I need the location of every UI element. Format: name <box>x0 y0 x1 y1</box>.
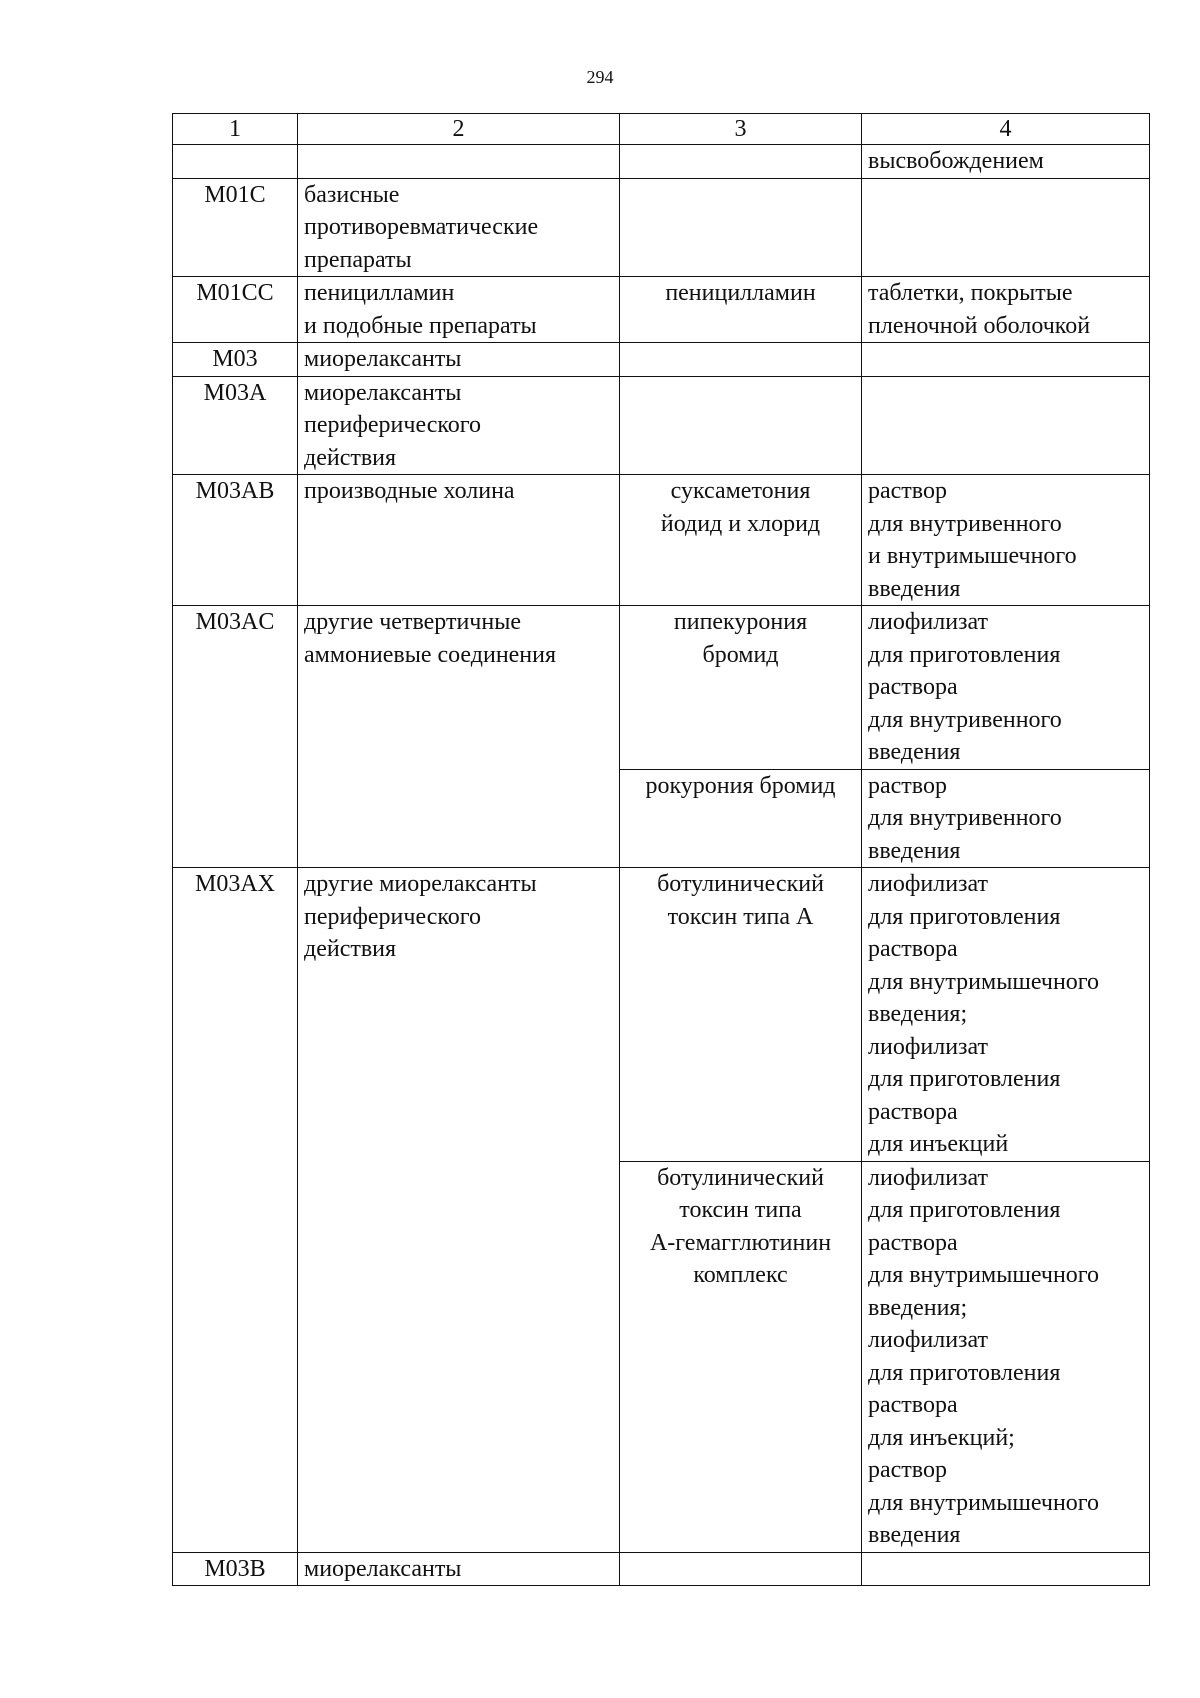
substance-cell: рокурония бромид <box>620 769 862 868</box>
table-row <box>173 343 1150 377</box>
dosage-form-cell <box>862 178 1150 277</box>
substance-cell <box>620 145 862 179</box>
group-name-cell: производные холина <box>298 475 620 606</box>
table-row <box>173 1552 1150 1586</box>
table-row <box>173 145 1150 179</box>
header-cell-4: 4 <box>862 114 1150 145</box>
group-name-cell: другие четвертичные аммониевые соединения <box>298 606 620 868</box>
dosage-form-cell: лиофилизат для приготовления раствора для внутривенного введения <box>862 606 1150 770</box>
atc-code-cell: M03B <box>173 1552 298 1586</box>
atc-code-cell: M01CC <box>173 277 298 343</box>
table-row <box>173 475 1150 606</box>
substance-cell: ботулинический токсин типа А <box>620 868 862 1162</box>
table-row <box>173 868 1150 1162</box>
table-body <box>173 145 1150 1586</box>
atc-code-cell: M03A <box>173 376 298 475</box>
table-header <box>173 114 1150 145</box>
group-name-cell: миорелаксанты периферического действия <box>298 376 620 475</box>
drug-table <box>172 113 1150 1586</box>
atc-code-cell: M03AX <box>173 868 298 1553</box>
substance-cell: пипекурония бромид <box>620 606 862 770</box>
dosage-form-cell: лиофилизат для приготовления раствора для внутримышечного введения; лиофилизат для приготовления раствора для инъекций <box>862 868 1150 1162</box>
group-name-cell: другие миорелаксанты периферического действия <box>298 868 620 1553</box>
substance-cell <box>620 178 862 277</box>
atc-code-cell: M01C <box>173 178 298 277</box>
substance-cell: пеницилламин <box>620 277 862 343</box>
substance-cell <box>620 376 862 475</box>
dosage-form-cell <box>862 343 1150 377</box>
header-cell-2: 2 <box>298 114 620 145</box>
header-row <box>173 114 1150 145</box>
group-name-cell: миорелаксанты <box>298 343 620 377</box>
atc-code-cell: M03AB <box>173 475 298 606</box>
dosage-form-cell: лиофилизат для приготовления раствора для внутримышечного введения; лиофилизат для приготовления раствора для инъекций; раствор для внутримышечного введения <box>862 1161 1150 1552</box>
dosage-form-cell <box>862 1552 1150 1586</box>
header-cell-3: 3 <box>620 114 862 145</box>
dosage-form-cell <box>862 376 1150 475</box>
page-number: 294 <box>586 67 614 87</box>
atc-code-cell: M03 <box>173 343 298 377</box>
dosage-form-cell: раствор для внутривенного введения <box>862 769 1150 868</box>
dosage-form-cell: высвобождением <box>862 145 1150 179</box>
dosage-form-cell: раствор для внутривенного и внутримышечного введения <box>862 475 1150 606</box>
group-name-cell: миорелаксанты <box>298 1552 620 1586</box>
table-row <box>173 606 1150 770</box>
table-row <box>173 277 1150 343</box>
substance-cell: суксаметония йодид и хлорид <box>620 475 862 606</box>
dosage-form-cell: таблетки, покрытые пленочной оболочкой <box>862 277 1150 343</box>
header-cell-1: 1 <box>173 114 298 145</box>
group-name-cell <box>298 145 620 179</box>
table-row <box>173 178 1150 277</box>
atc-code-cell <box>173 145 298 179</box>
substance-cell: ботулинический токсин типа А-гемагглютинин комплекс <box>620 1161 862 1552</box>
substance-cell <box>620 1552 862 1586</box>
table-row <box>173 376 1150 475</box>
substance-cell <box>620 343 862 377</box>
group-name-cell: базисные противоревматические препараты <box>298 178 620 277</box>
atc-code-cell: M03AC <box>173 606 298 868</box>
group-name-cell: пеницилламин и подобные препараты <box>298 277 620 343</box>
